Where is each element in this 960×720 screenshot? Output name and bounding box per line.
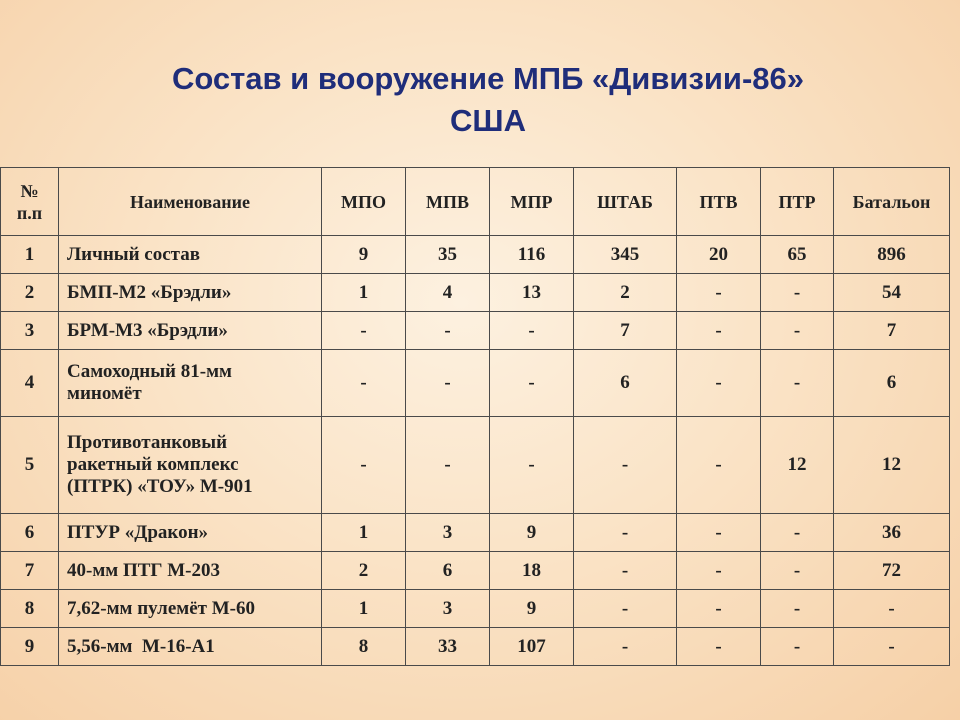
cell-battalion: 72: [834, 552, 950, 590]
cell-ptr: -: [761, 312, 834, 350]
cell-ptv: -: [677, 274, 761, 312]
cell-mpo: -: [322, 350, 406, 417]
cell-mpv: -: [406, 312, 490, 350]
cell-num: 5: [1, 417, 59, 514]
cell-mpr: 18: [490, 552, 574, 590]
cell-num: 3: [1, 312, 59, 350]
composition-table: [0, 167, 950, 666]
cell-mpo: -: [322, 417, 406, 514]
cell-mpv: 3: [406, 590, 490, 628]
cell-shtab: -: [574, 417, 677, 514]
cell-mpr: -: [490, 350, 574, 417]
cell-num: 7: [1, 552, 59, 590]
cell-battalion: 6: [834, 350, 950, 417]
cell-shtab: -: [574, 552, 677, 590]
table-row: [1, 514, 950, 552]
cell-name: БМП-М2 «Брэдли»: [59, 274, 322, 312]
cell-mpr: -: [490, 312, 574, 350]
cell-ptv: -: [677, 590, 761, 628]
cell-ptv: -: [677, 312, 761, 350]
cell-num: 6: [1, 514, 59, 552]
cell-mpv: 33: [406, 628, 490, 666]
cell-shtab: -: [574, 628, 677, 666]
cell-name: 40-мм ПТГ М-203: [59, 552, 322, 590]
cell-ptr: 65: [761, 236, 834, 274]
cell-name: Противотанковый ракетный комплекс (ПТРК) «ТОУ» М-901: [59, 417, 322, 514]
cell-shtab: 6: [574, 350, 677, 417]
cell-ptr: -: [761, 628, 834, 666]
cell-name: ПТУР «Дракон»: [59, 514, 322, 552]
cell-mpv: 6: [406, 552, 490, 590]
cell-ptr: -: [761, 514, 834, 552]
cell-mpv: 35: [406, 236, 490, 274]
cell-mpv: 4: [406, 274, 490, 312]
cell-mpv: -: [406, 417, 490, 514]
cell-shtab: 345: [574, 236, 677, 274]
cell-num: 2: [1, 274, 59, 312]
cell-mpo: 9: [322, 236, 406, 274]
cell-name: 7,62-мм пулемёт М-60: [59, 590, 322, 628]
cell-battalion: -: [834, 628, 950, 666]
cell-battalion: 896: [834, 236, 950, 274]
cell-mpr: 13: [490, 274, 574, 312]
cell-ptr: 12: [761, 417, 834, 514]
cell-mpr: 116: [490, 236, 574, 274]
cell-mpo: 1: [322, 274, 406, 312]
header-mpr: МПР: [490, 168, 574, 236]
cell-shtab: 7: [574, 312, 677, 350]
cell-ptr: -: [761, 350, 834, 417]
cell-num: 4: [1, 350, 59, 417]
cell-num: 1: [1, 236, 59, 274]
cell-mpo: 2: [322, 552, 406, 590]
table-header-row: [1, 168, 950, 236]
cell-mpo: 1: [322, 514, 406, 552]
cell-ptv: -: [677, 628, 761, 666]
header-ptv: ПТВ: [677, 168, 761, 236]
cell-ptr: -: [761, 552, 834, 590]
table-row: [1, 628, 950, 666]
table-row: [1, 312, 950, 350]
cell-battalion: 7: [834, 312, 950, 350]
cell-shtab: 2: [574, 274, 677, 312]
cell-battalion: 36: [834, 514, 950, 552]
header-num: № п.п: [1, 168, 59, 236]
table-row: [1, 552, 950, 590]
cell-mpo: 1: [322, 590, 406, 628]
header-shtab: ШТАБ: [574, 168, 677, 236]
table-row: [1, 590, 950, 628]
table-row: [1, 350, 950, 417]
header-mpo: МПО: [322, 168, 406, 236]
cell-battalion: 54: [834, 274, 950, 312]
cell-shtab: -: [574, 590, 677, 628]
header-mpv: МПВ: [406, 168, 490, 236]
cell-battalion: -: [834, 590, 950, 628]
cell-name: Личный состав: [59, 236, 322, 274]
cell-mpv: 3: [406, 514, 490, 552]
cell-mpr: 9: [490, 590, 574, 628]
cell-mpr: -: [490, 417, 574, 514]
cell-num: 8: [1, 590, 59, 628]
cell-ptr: -: [761, 590, 834, 628]
cell-mpv: -: [406, 350, 490, 417]
header-ptr: ПТР: [761, 168, 834, 236]
cell-mpo: 8: [322, 628, 406, 666]
cell-mpr: 9: [490, 514, 574, 552]
cell-name: 5,56-мм М-16-А1: [59, 628, 322, 666]
cell-shtab: -: [574, 514, 677, 552]
page-title: [0, 58, 960, 142]
cell-ptv: -: [677, 552, 761, 590]
cell-name: Самоходный 81-мм миномёт: [59, 350, 322, 417]
cell-mpo: -: [322, 312, 406, 350]
title-line-1: Состав и вооружение МПБ «Дивизии-86»: [171, 61, 805, 96]
cell-ptv: 20: [677, 236, 761, 274]
cell-mpr: 107: [490, 628, 574, 666]
cell-ptv: -: [677, 350, 761, 417]
header-name: Наименование: [59, 168, 322, 236]
cell-ptr: -: [761, 274, 834, 312]
cell-name: БРМ-М3 «Брэдли»: [59, 312, 322, 350]
table-row: [1, 236, 950, 274]
cell-ptv: -: [677, 417, 761, 514]
table-row: [1, 274, 950, 312]
cell-ptv: -: [677, 514, 761, 552]
cell-num: 9: [1, 628, 59, 666]
cell-battalion: 12: [834, 417, 950, 514]
header-battalion: Батальон: [834, 168, 950, 236]
table-row: [1, 417, 950, 514]
title-line-2: США: [450, 103, 526, 138]
